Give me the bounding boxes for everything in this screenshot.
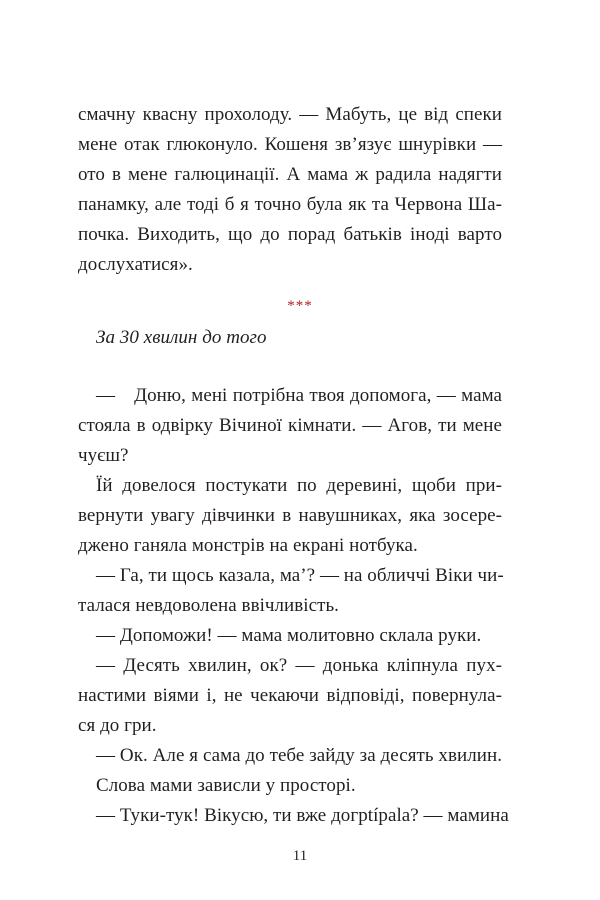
page-number: 11 — [292, 848, 308, 864]
text-line: мене отак глюконуло. Кошеня зв’язує шнурівки — — [78, 134, 502, 155]
text-line: джено ганяла монстрів на екрані нотбука. — [78, 535, 418, 556]
text-line: — Ок. Але я сама до тебе зайду за десять хвилин. — [96, 745, 502, 766]
text-line: панамку, але тоді б я точно була як та Червона Ша- — [78, 194, 502, 215]
text-line: ся до гри. — [78, 715, 157, 736]
text-line: чуєш? — [78, 445, 129, 466]
text-line: стояла в одвірку Вічиної кімнати. — Агов, ти мене — [78, 415, 502, 436]
section-heading: За 30 хвилин до того — [96, 327, 267, 348]
text-line: ото в мене галюцинації. А мама ж радила надягти — [78, 164, 502, 185]
section-separator: *** — [287, 298, 313, 314]
text-line: — Га, ти щось казала, ма’? — на обличчі Віки чи- — [96, 565, 504, 586]
text-line: — Туки-тук! Вікусю, ти вже догрtípala? — мамина — [96, 805, 509, 826]
text-line: вернути увагу дівчинки в навушниках, яка зосере- — [78, 505, 502, 526]
text-line: — Доню, мені потрібна твоя допомога, — мама — [96, 385, 502, 406]
text-line: Слова мами зависли у просторі. — [96, 775, 356, 796]
text-line: дослухатися». — [78, 254, 193, 275]
text-line: почка. Виходить, що до порад батьків іноді варто — [78, 224, 502, 245]
text-line: — Десять хвилин, ок? — донька кліпнула пух- — [96, 655, 502, 676]
text-line: Їй довелося постукати по деревині, щоби при- — [96, 475, 502, 496]
text-line: смачну квасну прохолоду. — Мабуть, це від спеки — [78, 104, 502, 125]
text-line: — Допоможи! — мама молитовно склала руки. — [96, 625, 482, 646]
text-line: настими віями і, не чекаючи відповіді, повернула- — [78, 685, 502, 706]
text-line: талася невдоволена ввічливість. — [78, 595, 339, 616]
